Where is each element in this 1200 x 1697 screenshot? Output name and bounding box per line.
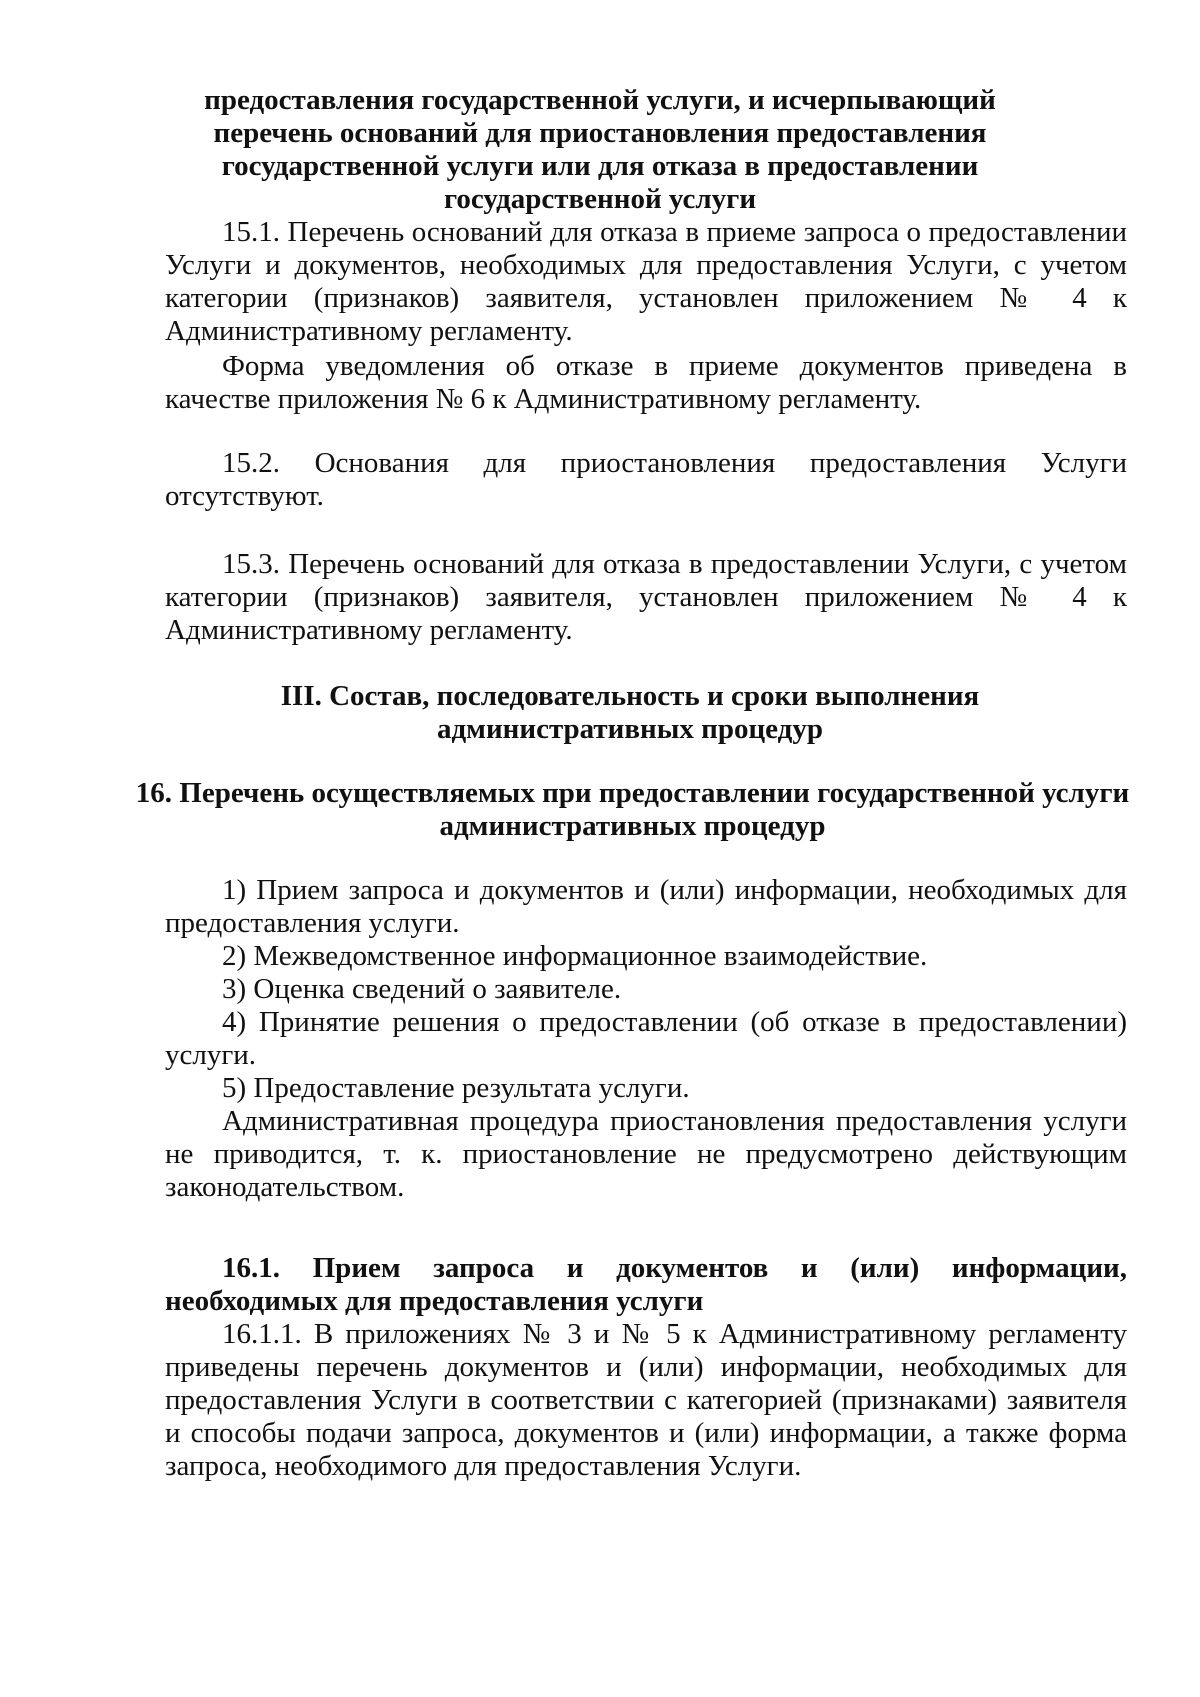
paragraph-15-1: 15.1. Перечень оснований для отказа в приеме запроса о предоставлении Услуги и документов, необходимых для предоставления Услуги, с учетом категории (признаков) заявителя, установлен приложением № 4 к Административному регламенту. <box>165 216 1127 347</box>
section-15-title-continuation: предоставления государственной услуги, и исчерпывающий перечень оснований для приостановления предоставления государственной услуги или для отказа в предоставлении государственной услуги <box>204 84 996 215</box>
procedure-list-item-4: 4) Принятие решения о предоставлении (об отказе в предоставлении) услуги. <box>165 1006 1127 1071</box>
procedure-list-item-2: 2) Межведомственное информационное взаимодействие. <box>222 940 928 972</box>
chapter-3-title: III. Состав, последовательность и сроки выполнения административных процедур <box>280 680 980 745</box>
paragraph-16-1-1: 16.1.1. В приложениях № 3 и № 5 к Административному регламенту приведены перечень документов и (или) информации, необходимых для предоставления Услуги в соответствии с категорией (признаками) заявителя и способы подачи запроса, документов и (или) информации, а также форма запроса, необходимого для предоставления Услуги. <box>165 1318 1127 1482</box>
section-16-1-title: 16.1. Прием запроса и документов и (или) информации, необходимых для предоставления услуги <box>165 1252 1127 1317</box>
paragraph-15-2: 15.2. Основания для приостановления предоставления Услуги отсутствуют. <box>165 447 1127 512</box>
procedure-list-item-5: 5) Предоставление результата услуги. <box>222 1072 690 1104</box>
paragraph-15-3: 15.3. Перечень оснований для отказа в предоставлении Услуги, с учетом категории (признаков) заявителя, установлен приложением № 4 к Административному регламенту. <box>165 548 1127 646</box>
paragraph-15-1-form: Форма уведомления об отказе в приеме документов приведена в качестве приложения № 6 к Административному регламенту. <box>165 350 1127 415</box>
paragraph-16-note: Административная процедура приостановления предоставления услуги не приводится, т. к. приостановление не предусмотрено действующим законодательством. <box>165 1105 1127 1203</box>
procedure-list-item-3: 3) Оценка сведений о заявителе. <box>222 973 622 1005</box>
procedure-list-item-1: 1) Прием запроса и документов и (или) информации, необходимых для предоставления услуги. <box>165 874 1127 939</box>
section-16-title: 16. Перечень осуществляемых при предоставлении государственной услуги административных процедур <box>135 777 1130 842</box>
